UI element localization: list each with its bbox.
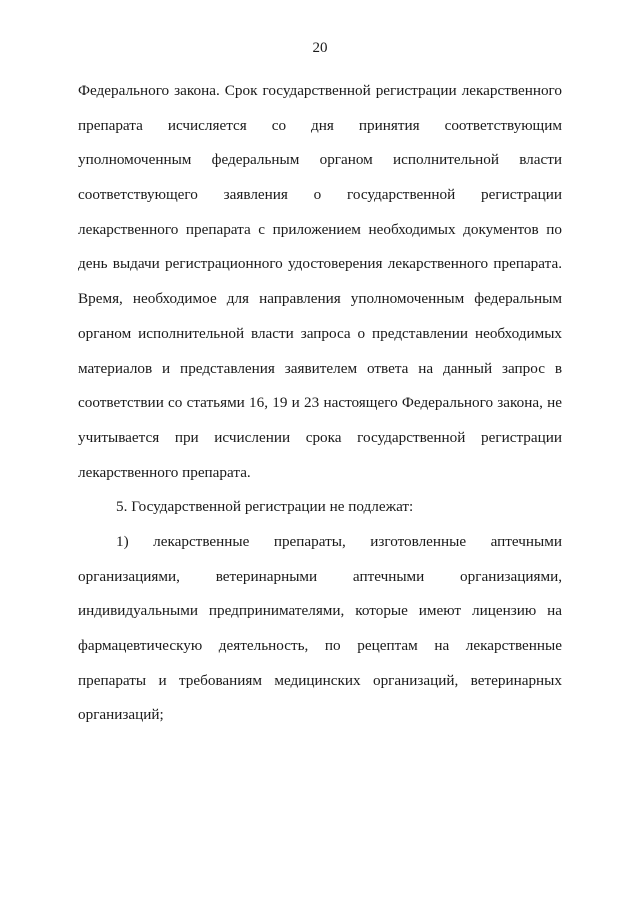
text-line: лекарственного препарата.: [78, 463, 251, 481]
paragraph-registration-term: [78, 74, 562, 490]
page-number: 20: [312, 40, 328, 56]
paragraph-item-1: [78, 525, 562, 733]
text-line: индивидуальными предпринимателями, которые имеют лицензию на: [78, 602, 562, 620]
text-line: Время, необходимое для направления уполномоченным федеральным: [78, 290, 562, 308]
text-line: соответствующего заявления о государственной регистрации: [78, 186, 562, 204]
text-line: препараты и требованиям медицинских организаций, ветеринарных: [78, 671, 562, 689]
text-line: день выдачи регистрационного удостоверения лекарственного препарата.: [78, 255, 562, 273]
text-line: Федерального закона. Срок государственной регистрации лекарственного: [78, 82, 562, 99]
text-line: 1) лекарственные препараты, изготовленные аптечными: [116, 532, 562, 550]
paragraph-not-subject-heading: [78, 490, 562, 525]
text-line: учитывается при исчислении срока государственной регистрации: [78, 428, 562, 446]
text-line: лекарственного препарата с приложением необходимых документов по: [78, 220, 562, 238]
text-line: организациями, ветеринарными аптечными организациями,: [78, 567, 562, 585]
text-line: материалов и представления заявителем ответа на данный запрос в: [78, 359, 562, 377]
text-line: соответствии со статьями 16, 19 и 23 настоящего Федерального закона, не: [78, 394, 562, 412]
text-line: препарата исчисляется со дня принятия соответствующим: [78, 116, 562, 134]
text-line: органом исполнительной власти запроса о представлении необходимых: [78, 324, 562, 342]
text-line: уполномоченным федеральным органом исполнительной власти: [78, 151, 562, 169]
text-line: организаций;: [78, 706, 164, 724]
document-body: [78, 74, 562, 733]
text-line: 5. Государственной регистрации не подлежат:: [116, 498, 414, 516]
text-line: фармацевтическую деятельность, по рецептам на лекарственные: [78, 637, 562, 654]
